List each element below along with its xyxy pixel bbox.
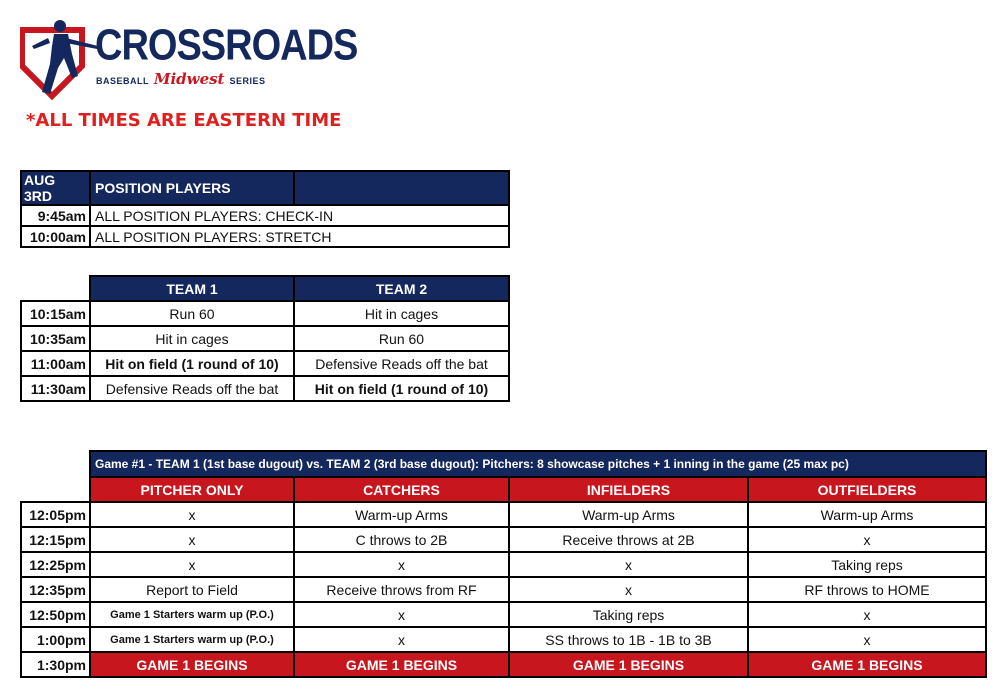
corner-blank bbox=[21, 276, 90, 301]
infielders-cell: Taking reps bbox=[509, 602, 748, 627]
catchers-cell: x bbox=[294, 627, 509, 652]
time-cell: 12:50pm bbox=[21, 602, 90, 627]
infielders-cell: x bbox=[509, 552, 748, 577]
game-begins-cell: GAME 1 BEGINS bbox=[509, 652, 748, 677]
table-row bbox=[21, 502, 986, 527]
time-cell: 12:15pm bbox=[21, 527, 90, 552]
team2-cell: Hit on field (1 round of 10) bbox=[294, 376, 509, 401]
corner-blank bbox=[21, 451, 90, 477]
outfielders-header: OUTFIELDERS bbox=[748, 477, 986, 502]
time-cell: 1:30pm bbox=[21, 652, 90, 677]
home-plate-batter-icon bbox=[20, 16, 100, 102]
outfielders-cell: x bbox=[748, 627, 986, 652]
time-cell: 12:25pm bbox=[21, 552, 90, 577]
pitcher-cell: x bbox=[90, 527, 294, 552]
brand-sub-right: SERIES bbox=[229, 76, 266, 86]
team2-header: TEAM 2 bbox=[294, 276, 509, 301]
game-begins-cell: GAME 1 BEGINS bbox=[294, 652, 509, 677]
team1-cell: Run 60 bbox=[90, 301, 294, 326]
time-cell: 12:35pm bbox=[21, 577, 90, 602]
brand-wordmark: CROSSROADS bbox=[95, 21, 358, 70]
teams-table bbox=[20, 275, 510, 402]
team2-cell: Defensive Reads off the bat bbox=[294, 351, 509, 376]
game-title-row bbox=[21, 451, 986, 477]
infielders-cell: x bbox=[509, 577, 748, 602]
team2-cell: Run 60 bbox=[294, 326, 509, 351]
checkin-header-row bbox=[21, 171, 509, 205]
outfielders-cell: x bbox=[748, 602, 986, 627]
time-cell: 1:00pm bbox=[21, 627, 90, 652]
team1-header: TEAM 1 bbox=[90, 276, 294, 301]
checkin-header-filler bbox=[294, 171, 509, 205]
table-row bbox=[21, 326, 509, 351]
time-cell: 10:15am bbox=[21, 301, 90, 326]
catchers-header: CATCHERS bbox=[294, 477, 509, 502]
brand-sub-mid: Midwest bbox=[153, 70, 225, 88]
game-begins-cell: GAME 1 BEGINS bbox=[748, 652, 986, 677]
catchers-cell: x bbox=[294, 602, 509, 627]
infielders-cell: Warm-up Arms bbox=[509, 502, 748, 527]
pitcher-cell: x bbox=[90, 552, 294, 577]
catchers-cell: x bbox=[294, 552, 509, 577]
pitcher-cell: Game 1 Starters warm up (P.O.) bbox=[90, 627, 294, 652]
table-row bbox=[21, 627, 986, 652]
table-row bbox=[21, 351, 509, 376]
checkin-heading: POSITION PLAYERS bbox=[90, 171, 294, 205]
infielders-cell: SS throws to 1B - 1B to 3B bbox=[509, 627, 748, 652]
catchers-cell: C throws to 2B bbox=[294, 527, 509, 552]
table-row bbox=[21, 301, 509, 326]
brand-subline bbox=[96, 70, 266, 88]
game-title: Game #1 - TEAM 1 (1st base dugout) vs. TEAM 2 (3rd base dugout): Pitchers: 8 showcase pitches + 1 inning in the game (25 max pc) bbox=[90, 451, 986, 477]
infielders-header: INFIELDERS bbox=[509, 477, 748, 502]
crossroads-logo bbox=[20, 16, 358, 102]
infielders-cell: Receive throws at 2B bbox=[509, 527, 748, 552]
brand-sub-left: BASEBALL bbox=[96, 76, 149, 86]
activity-cell: ALL POSITION PLAYERS: STRETCH bbox=[90, 226, 509, 247]
table-row bbox=[21, 205, 509, 226]
activity-cell: ALL POSITION PLAYERS: CHECK-IN bbox=[90, 205, 509, 226]
outfielders-cell: Taking reps bbox=[748, 552, 986, 577]
outfielders-cell: RF throws to HOME bbox=[748, 577, 986, 602]
timezone-notice: *ALL TIMES ARE EASTERN TIME bbox=[26, 110, 342, 131]
catchers-cell: Warm-up Arms bbox=[294, 502, 509, 527]
time-cell: 11:00am bbox=[21, 351, 90, 376]
teams-header-row bbox=[21, 276, 509, 301]
game-begins-cell: GAME 1 BEGINS bbox=[90, 652, 294, 677]
game-begins-row bbox=[21, 652, 986, 677]
team1-cell: Hit on field (1 round of 10) bbox=[90, 351, 294, 376]
table-row bbox=[21, 577, 986, 602]
game-schedule-table bbox=[20, 450, 987, 678]
table-row bbox=[21, 226, 509, 247]
table-row bbox=[21, 552, 986, 577]
table-row bbox=[21, 376, 509, 401]
team1-cell: Defensive Reads off the bat bbox=[90, 376, 294, 401]
corner-blank bbox=[21, 477, 90, 502]
team1-cell: Hit in cages bbox=[90, 326, 294, 351]
time-cell: 12:05pm bbox=[21, 502, 90, 527]
outfielders-cell: x bbox=[748, 527, 986, 552]
time-cell: 10:00am bbox=[21, 226, 90, 247]
pitcher-cell: x bbox=[90, 502, 294, 527]
pitcher-cell: Game 1 Starters warm up (P.O.) bbox=[90, 602, 294, 627]
team2-cell: Hit in cages bbox=[294, 301, 509, 326]
table-row bbox=[21, 602, 986, 627]
pitcher-cell: Report to Field bbox=[90, 577, 294, 602]
table-row bbox=[21, 527, 986, 552]
checkin-table bbox=[20, 170, 510, 248]
outfielders-cell: Warm-up Arms bbox=[748, 502, 986, 527]
time-cell: 10:35am bbox=[21, 326, 90, 351]
time-cell: 9:45am bbox=[21, 205, 90, 226]
checkin-date: AUG 3RD bbox=[21, 171, 90, 205]
time-cell: 11:30am bbox=[21, 376, 90, 401]
catchers-cell: Receive throws from RF bbox=[294, 577, 509, 602]
position-header-row bbox=[21, 477, 986, 502]
pitcher-header: PITCHER ONLY bbox=[90, 477, 294, 502]
